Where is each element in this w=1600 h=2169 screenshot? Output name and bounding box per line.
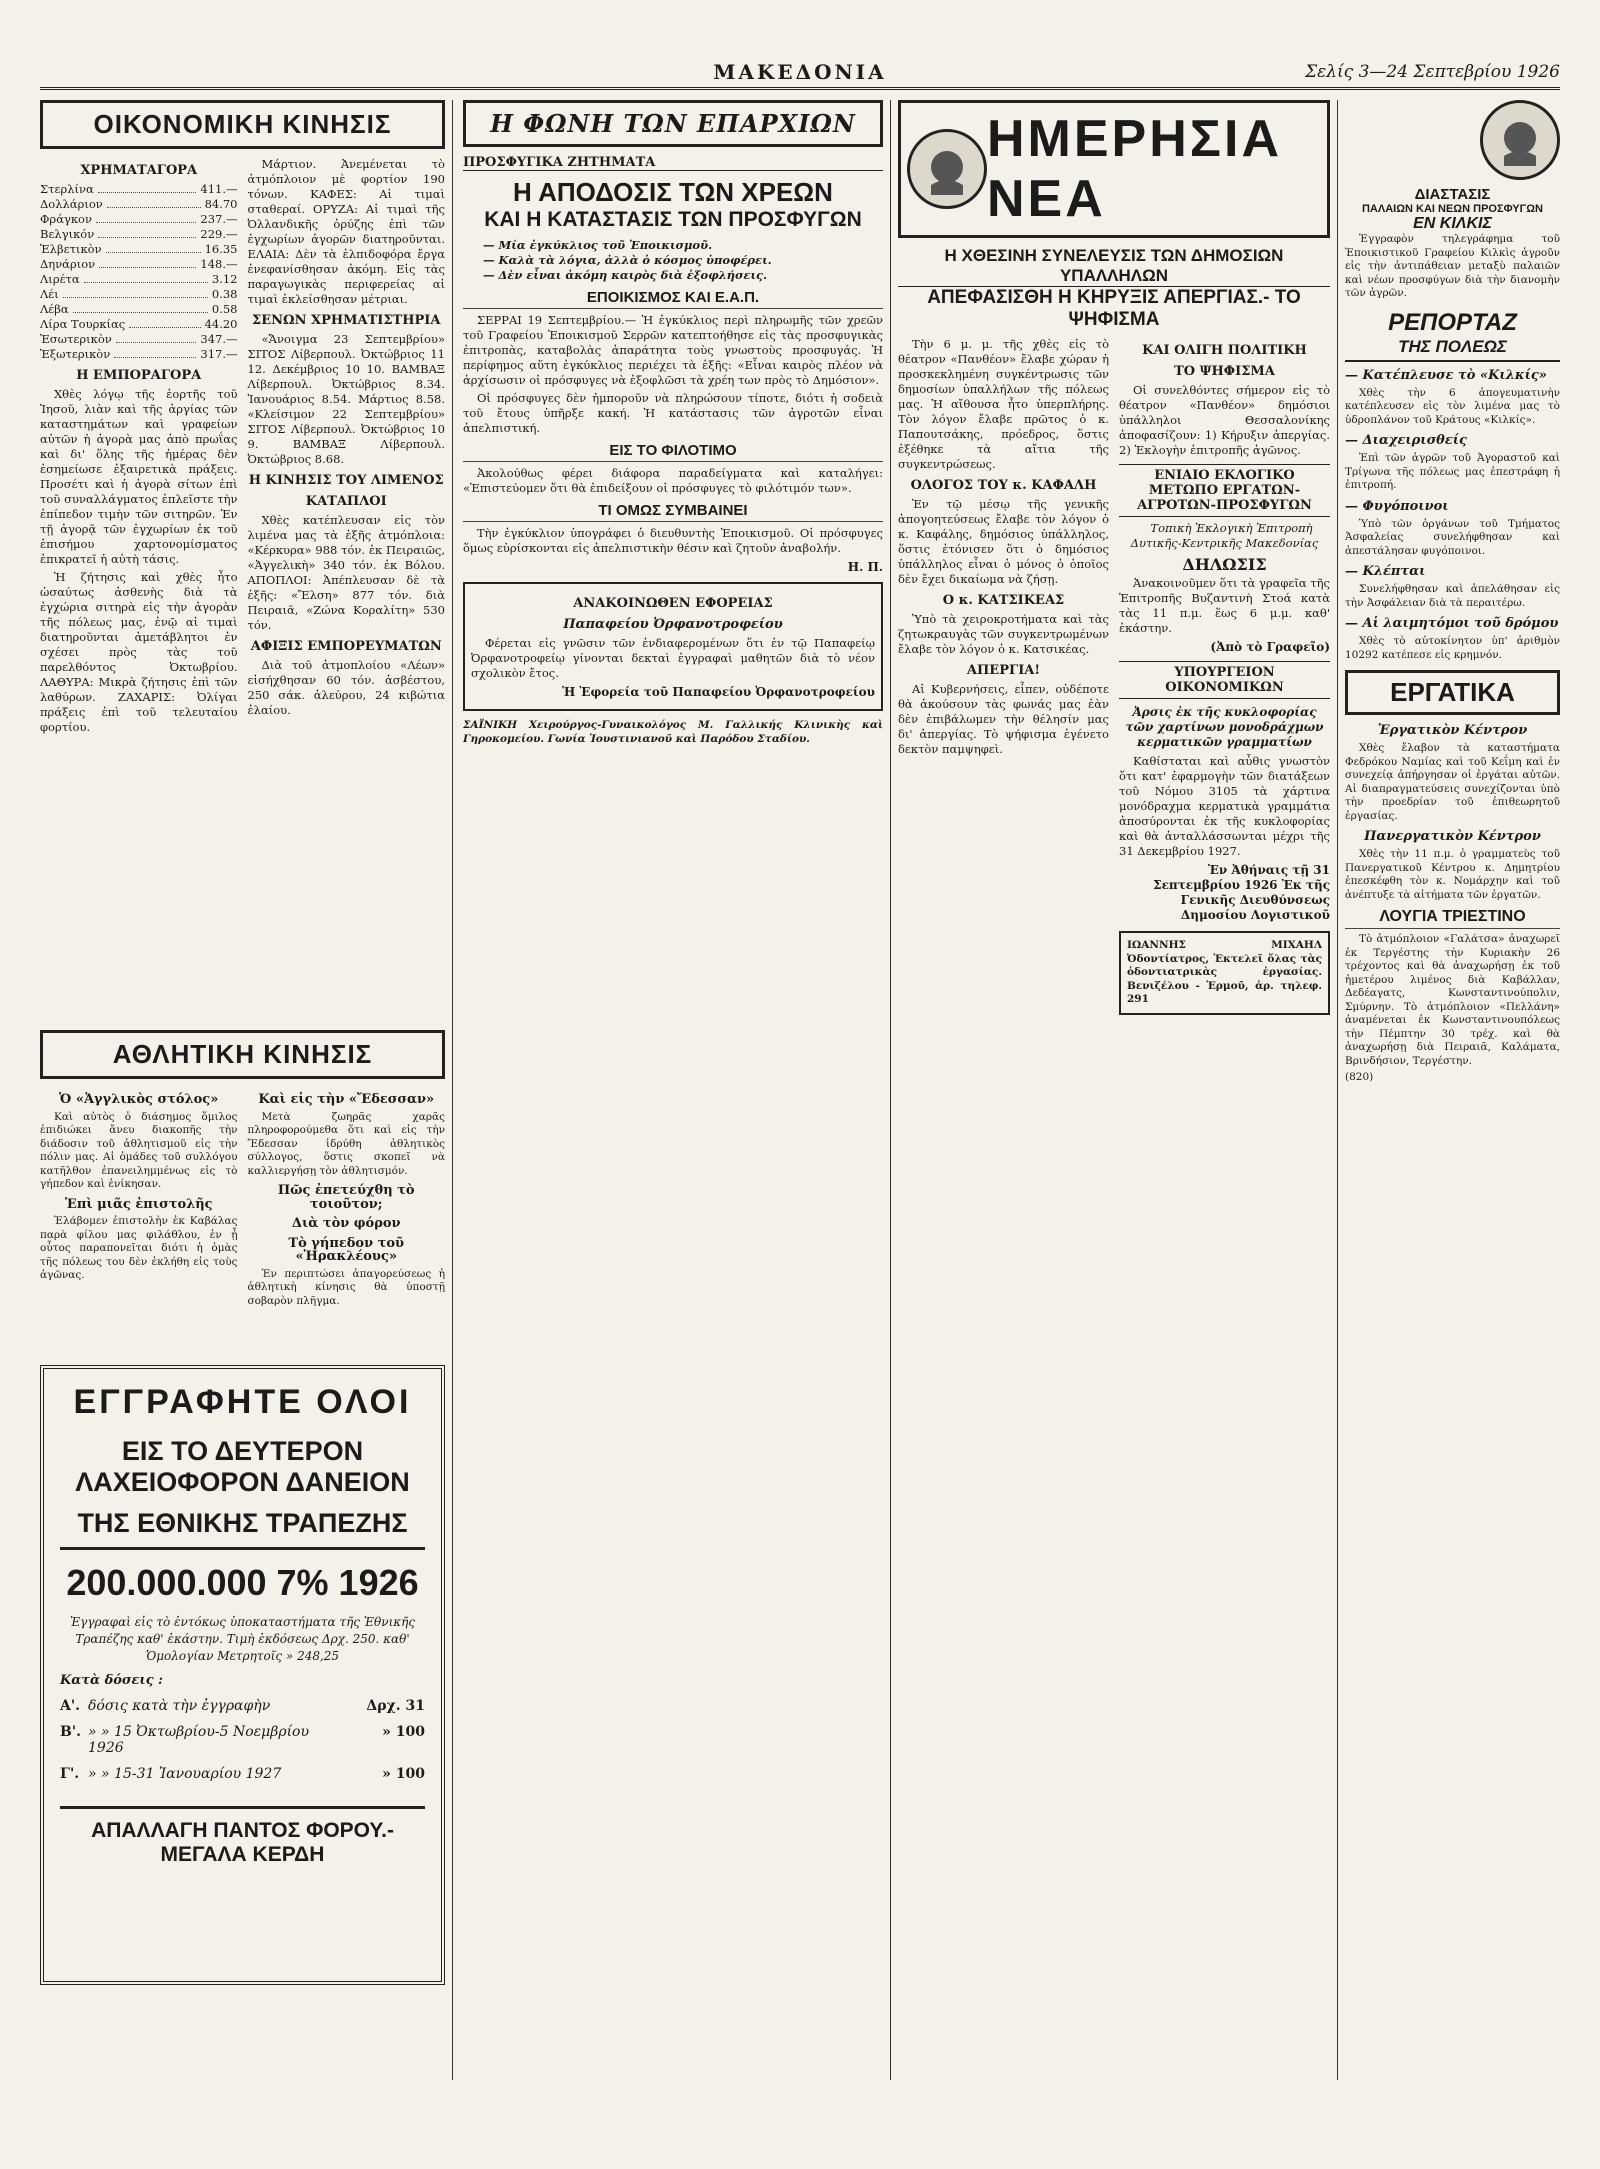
hermes-head-icon [1480,100,1560,180]
page-info: Σελίς 3—24 Σεπτεβρίου 1926 [1305,62,1560,82]
notice-signature: Ἡ Ἐφορεία τοῦ Παπαφείου Ὀρφανοτροφείου [562,685,875,699]
daily-sub-4: ΚΑΙ ΟΛΙΓΗ ΠΟΛΙΤΙΚΗ [1142,343,1307,358]
economy-section [40,100,445,1020]
daily-text-7: Ἀνακοινοῦμεν ὅτι τὰ γραφεῖα τῆς Ἐπιτροπῆς Βυζαντινὴ Στοά κατὰ τὰς 11 π.μ. ἕως 6 μ.μ. καθ' ἑκάστην. [1119,576,1330,635]
daily-text-6: Τοπικὴ Ἐκλογικὴ Ἐπιτροπὴ Δυτικῆς-Κεντρικῆς Μακεδονίας [1130,521,1319,550]
column-rule [890,100,891,2080]
ad-installments-label: Κατὰ δόσεις : [60,1673,163,1688]
daily-text-8: Καθίσταται καὶ αὖθις γνωστὸν ὅτι κατ' ἐφαρμογὴν τῶν διατάξεων τοῦ Νόμου 3105 τὰ χάρτινα μονόδραχμα κερματικὰ γραμμάτια ἀποσύρονται ἐκ τῆς κυκλοφορίας καὶ θὰ ἀνταλλάσσωνται μέχρι τῆς 31 Δεκεμβρίου 1927. [1119,754,1330,858]
ad-details: Ἐγγραφαὶ εἰς τὸ ἐντόκως ὑποκαταστήματα τῆς Ἐθνικῆς Τραπέζης καθ' ἑκάστην. Τιμὴ ἐκδόσεως Δρχ. 250. καθ' Ὁμολογίαν Μετρητοῖς » 248,25 [69,1615,416,1663]
daily-signature-2: Ἐν Ἀθήναις τῇ 31 Σεπτεμβρίου 1926 Ἐκ τῆς Γενικῆς Διευθύνσεως Δημοσίου Λογιστικοῦ [1153,863,1330,922]
athletics-text-4: Ἐν περιπτώσει ἀπαγορεύσεως ἡ ἀθλητικὴ κίνησις θὰ ὑποστῇ σοβαρὸν πλῆγμα. [247,1267,445,1307]
daily-signature-1: (Ἀπὸ τὸ Γραφεῖο) [1210,640,1330,654]
imports-title: ΑΦΙΞΙΣ ΕΜΠΟΡΕΥΜΑΤΩΝ [250,639,442,654]
doctor-notice: ΣΑΪΝΙΚΗ Χειρούργος-Γυναικολόγος Μ. Γαλλικής Κλινικὴς καὶ Γηροκομείου. Γωνία Ἰουστινιανοῦ καὶ Παρόδου Σταδίου. [463,719,883,745]
commodity-text: «Ἄνοιγμα 23 Σεπτεμβρίου» ΣΙΤΟΣ Λίβερπουλ. Ὀκτώβριος 11 12. Δεκέμβριος 10 10. ΒΑΜΒΑΞ Λίβερπουλ. Ὀκτώβριος 8.34. Ἰανουάριος 8.54. Μάρτιος 8.58. «Κλείσιμον 22 Σεπτεμβρίου» ΣΙΤΟΣ Λίβερπουλ. Ὀκτώβριος 10 9. ΒΑΜΒΑΞ Λίβερπουλ. Ὀκτώβριος 8.68. [247,332,445,466]
daily-sub-8b: Ἀρσις ἐκ τῆς κυκλοφορίας τῶν χαρτίνων μονοδράχμων κερματικῶν γραμματίων [1125,705,1324,749]
commerce-title: Η ΕΜΠΟΡΑΓΟΡΑ [76,368,202,383]
bullet-2: — Καλὰ τὰ λόγια, ἀλλὰ ὁ κόσμος ὑποφέρει. [483,253,772,267]
report-title: ΡΕΠΟΡΤΑΖ [1388,308,1517,336]
exchange-rates-list [40,182,238,362]
notice-title: ΑΝΑΚΟΙΝΩΘΕΝ ΕΦΟΡΕΙΑΣ [573,596,773,611]
daily-sub-8: ΥΠΟΥΡΓΕΙΟΝ ΟΙΚΟΝΟΜΙΚΩΝ [1119,661,1330,699]
ad-line-2: ΕΙΣ ΤΟ ΔΕΥΤΕΡΟΝ ΛΑΧΕΙΟΦΟΡΟΝ ΔΑΝΕΙΟΝ [75,1436,410,1497]
newspaper-name: ΜΑΚΕΔΟΝΙΑ [713,60,887,84]
report-item-title: — Φυγόποινοι [1345,498,1449,514]
right-heading-1c: ΕΝ ΚΙΛΚΙΣ [1413,215,1492,232]
signature-1: Η. Π. [847,560,883,574]
provinces-text-3: Ἀκολούθως φέρει διάφορα παραδείγματα καὶ καταλήγει: «Ἐπιστεύομεν ὅτι θὰ ἐπιδείξουν οἱ πρόσφυγες τὸ φιλότιμόν των». [463,466,883,495]
column-rule [1337,100,1338,2080]
bullet-3: — Δὲν εἶναι ἀκόμη καιρὸς διὰ ἐξοφλήσεις. [483,268,768,282]
athletics-title: ΑΘΛΗΤΙΚΗ ΚΙΝΗΣΙΣ [40,1030,445,1079]
labour-text-2: Χθὲς τὴν 11 π.μ. ὁ γραμματεὺς τοῦ Πανεργατικοῦ Κέντρου κ. Δημητρίου ἐπεσκέφθη τὸν κ. Νομάρχην καὶ τοῦ ἀνέπτυξε τὰ αἰτήματα τῶν ἐργατῶν. [1345,848,1560,901]
section-what-happens: ΤΙ ΟΜΩΣ ΣΥΜΒΑΙΝΕΙ [463,502,883,522]
exchange-rate-row: Λέι 0.38 [40,287,238,301]
provinces-text-1: ΣΕΡΡΑΙ 19 Σεπτεμβρίου.— Ἡ ἐγκύκλιος περὶ πληρωμῆς τῶν χρεῶν τοῦ Γραφείου Ἐποικισμοῦ Σερρῶν κατεπτοήθησε εἰς τὰς προσφυγικὰς ἐπιτροπὰς, καταβολὰς ἀπαράτητα τοὺς γνωστοὺς προσφυγάς. Ἡ περίφημος αὕτη ἐγκύκλιος περιέχει τὰ ἑξῆς: «Εἶναι καιρὸς πλέον νὰ ἀρχίσωσιν οἱ πρόσφυγες νὰ ἐξοφλῶσι τὰ χρέη των πρὸς τὸ Δημόσιον». [463,313,883,387]
daily-news-title: ΗΜΕΡΗΣΙΑ ΝΕΑ [987,110,1282,228]
exchange-rate-row: Λίρα Τουρκίας 44.20 [40,317,238,331]
ad-line-3: ΤΗΣ ΕΘΝΙΚΗΣ ΤΡΑΠΕΖΗΣ [60,1508,425,1550]
daily-headline-2: ΑΠΕΦΑΣΙΣΘΗ Η ΚΗΡΥΞΙΣ ΑΠΕΡΓΙΑΣ.- ΤΟ ΨΗΦΙΣΜΑ [927,287,1301,330]
right-column [1345,100,1560,2090]
report-item-text: Συνελήφθησαν καὶ ἀπελάθησαν εἰς τὴν Ἀσφάλειαν διὰ τὰ περαιτέρω. [1345,583,1560,609]
daily-sub-6: ΕΝΙΑΙΟ ΕΚΛΟΓΙΚΟ ΜΕΤΩΠΟ ΕΡΓΑΤΩΝ-ΑΓΡΟΤΩΝ-ΠΡΟΣΦΥΓΩΝ [1119,464,1330,517]
exchange-title: ΧΡΗΜΑΤΑΓΟΡΑ [80,163,198,178]
report-item-text: Ἐπὶ τῶν ἀγρῶν τοῦ Ἀγοραστοῦ καὶ Τρίγωνα τῆς πόλεως μας ἐπεστράφη ἡ ἐπιτροπή. [1345,452,1560,491]
exchange-rate-row: Λιρέτα 3.12 [40,272,238,286]
exchange-rate-row: Δηνάριον 148.— [40,257,238,271]
bullet-1: — Μία ἐγκύκλιος τοῦ Ἐποικισμοῦ. [483,238,713,252]
exchange-rate-row: Στερλίνα 411.— [40,182,238,196]
daily-news-section [898,100,1330,2090]
port-title: Η ΚΙΝΗΣΙΣ ΤΟΥ ΛΙΜΕΝΟΣ [248,473,444,488]
exchange-rate-row: Ἐξωτερικὸν 317.— [40,347,238,361]
market-text: Μάρτιον. Ἀνεμένεται τὸ ἀτμόπλοιον μὲ φορτίον 190 τόνων. ΚΑΦΕΣ: Αἱ τιμαὶ σταθεραί. ΟΡΥΖΑ: Αἱ τιμαὶ τῆς Ὀλλανδικῆς ὀρύζης ἐπὶ τῶν ἐγχωρίων ἀγορῶν διατηροῦνται. ΕΛΑΙΑ: Δὲν τὰ ἐλπιδοφόρα ἔργα ἐνεφανίσθησαν ἀκόμη. Εἰς τὰς παραγωγικὰς περιφερείας αἱ τιμαὶ ἐκλείσθησαν μέτριαι. [247,157,445,306]
right-heading-1: ΔΙΑΣΤΑΣΙΣ [1414,186,1491,203]
port-text: Χθὲς κατέπλευσαν εἰς τὸν λιμένα μας τὰ ἑξῆς ἀτμόπλοια: «Κέρκυρα» 988 τόν. ἐκ Πειραιῶς, «Ἀγγελικὴ» 340 τόν. ἐκ Βόλου. ΑΠΟΠΛΟΙ: Ἀπέπλευσαν δὲ τὰ ἑξῆς: «Ἔλση» 877 τόν. διὰ Πειραιᾶ, «Ζώνα Κοραλίτη» 530 τόν. [247,513,445,632]
exchange-rate-row: Λέβα 0.58 [40,302,238,316]
ad-amount: 200.000.000 7% 1926 [66,1562,419,1603]
ad-installment-row: Γ'. » » 15-31 Ἰανουαρίου 1927 » 100 [60,1766,425,1782]
labour-sub-2: Πανεργατικὸν Κέντρον [1364,829,1541,844]
provinces-text-4: Τὴν ἐγκύκλιον ὑπογράφει ὁ διευθυντὴς Ἐποικισμοῦ. Οἱ πρόσφυγες ὅμως εὑρίσκονται εἰς ἀπελπιστικὴν θέσιν καὶ ζητοῦν ἀναβολήν. [463,526,883,555]
hermes-head-icon [907,129,987,209]
report-item [1345,564,1560,610]
labour-text-1: Χθὲς ἔλαβον τὰ καταστήματα Φεδρόκου Ναμίας καὶ τοῦ Κεΐμη καὶ ἐν συνεχείᾳ ἀπήργησαν οἱ ἐργάται αὐτῶν. Αἱ διαπραγματεύσεις συνεχίζονται ὑπὸ τὴν προεδρίαν τοῦ ἐπιθεωρητοῦ ἐργασίας. [1345,742,1560,822]
exchange-rate-row: Βελγικόν 229.— [40,227,238,241]
daily-text-5: Οἱ συνελθόντες σήμερον εἰς τὸ θέατρον «Πανθέον» δημόσιοι ὑπάλληλοι Θεσσαλονίκης ἀποφασίζουν: 1) Κήρυξιν ἀπεργίας. 2) Ἐκλογὴν ἐπιτροπῆς ἀγῶνος. [1119,383,1330,457]
report-item-text: Ὑπὸ τῶν ὀργάνων τοῦ Τμήματος Ἀσφαλείας συνελήφθησαν καὶ ἀπεστάλησαν φυγόποινοι. [1345,517,1560,557]
section-honour: ΕΙΣ ΤΟ ΦΙΛΟΤΙΜΟ [463,442,883,462]
exchange-rate-row: Ἑλβετικὸν 16.35 [40,242,238,256]
labour-sub-1: Ἐργατικὸν Κέντρον [1377,723,1528,738]
imports-text: Διὰ τοῦ ἀτμοπλοίου «Λέων» εἰσήχθησαν 60 τόν. ἀσβέστου, 250 σάκ. ἀλεύρου, 24 κιβώτια ἐλαίου. [247,658,445,717]
provinces-text-2: Οἱ πρόσφυγες δὲν ἠμποροῦν νὰ πληρώσουν τίποτε, διότι ἡ σοδειὰ τοῦ ἔτους ὑπῆρξε κακή. Ἡ κατάστασις τῶν ἀγροτῶν εἶναι ἀπελπιστική. [463,391,883,435]
masthead [40,60,1560,90]
right-text-1: Ἐγγραφὸν τηλεγράφημα τοῦ Ἐποικιστικοῦ Γραφείου Κιλκὶς ἀγροῦν εἰς τὴν ἀντιπάθειαν μεταξὺ παλαιῶν καὶ νέων προσφύγων διὰ τὴν διανομὴν τῶν ἀγρῶν. [1345,233,1560,299]
section-settlement: ΕΠΟΙΚΙΣΜΟΣ ΚΑΙ Ε.Α.Π. [463,289,883,309]
ad-line-1: ΕΓΓΡΑΦΗΤΕ ΟΛΟΙ [73,1383,412,1421]
daily-text-1: Τὴν 6 μ. μ. τῆς χθὲς εἰς τὸ θέατρον «Πανθέον» ἔλαβε χώραν ἡ προσκεκλημένη συγκέντρωσις τῶν δημοσίων ὑπαλλήλων τῆς πόλεως μας. Ἡ αἴθουσα ἦτο ὑπερπλήρης. Τὸν λόγον ἔλαβε πρῶτος ὁ κ. Παπουτσάκης, πρόεδρος, ὅστις ἐξέθηκε τὰ αἴτια τῆς συγκεντρώσεως. [898,337,1109,471]
bank-loan-advertisement [40,1365,445,1985]
report-item-title: — Κλέπται [1345,564,1426,579]
lloyd-title: ΛΟΥΓΙΑ ΤΡΙΕΣΤΙΝΟ [1345,908,1560,929]
commodity-title: ΣΕΝΩΝ ΧΡΗΜΑΤΙΣΤΗΡΙΑ [252,313,441,328]
athletics-heading-4: Πῶς ἐπετεύχθη τὸ τοιοῦτον; [277,1183,415,1212]
report-item-text: Χθὲς τὸ αὐτοκίνητον ὑπ' ἀριθμὸν 10292 κατέπεσε εἰς κρημνόν. [1345,635,1560,661]
provinces-subtitle: ΠΡΟΣΦΥΓΙΚΑ ΖΗΤΗΜΑΤΑ [463,155,883,171]
daily-sub-3: ΑΠΕΡΓΙΑ! [966,663,1041,678]
report-item [1345,368,1560,428]
report-item-title: — Κατέπλευσε τὸ «Κιλκίς» [1345,367,1547,383]
ad-tagline: ΑΠΑΛΛΑΓΗ ΠΑΝΤΟΣ ΦΟΡΟΥ.- ΜΕΓΑΛΑ ΚΕΡΔΗ [60,1806,425,1867]
athletics-heading-1: Ὁ «Ἀγγλικὸς στόλος» [59,1092,219,1107]
provinces-title: Η ΦΩΝΗ ΤΩΝ ΕΠΑΡΧΙΩΝ [463,100,883,147]
right-heading-1b: ΠΑΛΑΙΩΝ ΚΑΙ ΝΕΩΝ ΠΡΟΣΦΥΓΩΝ [1361,203,1544,215]
daily-headline-1: Η ΧΘΕΣΙΝΗ ΣΥΝΕΛΕΥΣΙΣ ΤΩΝ ΔΗΜΟΣΙΩΝ ΥΠΑΛΛΗΛΩΝ [898,246,1330,287]
daily-sub-1: ΟΛΟΓΟΣ ΤΟΥ κ. ΚΑΦΑΛΗ [910,478,1097,493]
report-item-text: Χθὲς τὴν 6 ἀπογευματινὴν κατέπλευσεν εἰς τὸν λιμένα μας τὸ ὑδροπλάνον τοῦ Κράτους «Κιλκίς». [1345,386,1560,426]
athletics-heading-2: Ἐπὶ μιᾶς ἐπιστολῆς [64,1196,213,1212]
lloyd-text: Τὸ ἀτμόπλοιον «Γαλάτσα» ἀναχωρεῖ ἐκ Τεργέστης τὴν Κυριακὴν 26 τρέχοντος καὶ θὰ ἀναχωρήσῃ ἐκ τοῦ ἡμετέρου λιμένος διὰ Καβάλλαν, Δεδέαγατς, Κωνσταντινούπολιν, Σμύρνην. Τὸ ἀτμόπλοιον «Πελλάνη» ἀναμένεται ἐκ Κωνσταντινουπόλεως τὴν Πέμπτην 30 τρέχ. καὶ θὰ ἀναχωρήσῃ διὰ Πειραιᾶ, Καλάματα, Βρινδήσιον, Τεργέστην. [1345,933,1560,1067]
daily-news-header [898,100,1330,238]
ad-installment-row: Α'. δόσις κατὰ τὴν ἐγγραφὴν Δρχ. 31 [60,1698,425,1714]
economy-title: ΟΙΚΟΝΟΜΙΚΗ ΚΙΝΗΣΙΣ [40,100,445,149]
commerce-text-2: Ἡ ζήτησις καὶ χθὲς ἦτο ὡσαύτως ἀσθενὴς διὰ τὰ ἐγχώρια σιτηρὰ εἰς τὴν ἀγορὰν τῆς πόλεως μας, ἐνῷ αἱ τιμαὶ διατηροῦνται ἀμετάβλητοι ἐν σχέσει πρὸς τὰς τοῦ παρελθόντος Ὀκτωβρίου. ΛΑΘΥΡΑ: Μικρὰ ζήτησις ἐπὶ τῶν λαθύρων. ΖΑΧΑΡΙΣ: Ὀλίγαι πράξεις ἐπὶ τοῦ τελευταίου φορτίου. [40,570,238,734]
report-subtitle: ΤΗΣ ΠΟΛΕΩΣ [1345,337,1560,362]
commerce-text: Χθὲς λόγῳ τῆς ἑορτῆς τοῦ Ἰησοῦ, λιὰν καὶ τῆς ἀργίας τῶν καταστημάτων καὶ γραφείων αὐτῶν ἡ ἀγορὰ μας ἀπὸ πρωΐας καὶ δι' ὅλης τῆς ἡμέρας δὲν ἐσημείωσε ἐξαιρετικὰ πράξεις. Προσέτι καὶ ἡ ἀγορὰ σίτων ἐπὶ τοῦ συναλλάγματος ἐπλεῖστε τὴν ἐπίπεδον τιμὴν τῶν σιτηρῶν. Ἐν τῇ ἀγορᾷ τῶν ἐγχωρίων ἐκ τοῦ ἐπισήμου χαρτονομίσματος ἐπικρατεῖ ἡ αὐτὴ τάσις. [40,387,238,566]
athletics-text-2: Ἐλάβομεν ἐπιστολὴν ἐκ Καβάλας παρὰ φίλου μας φιλάθλου, ἐν ᾗ οὗτος παραπονεῖται διότι ἡ ὁμὰς τῆς πόλεως του δὲν ἐκλήθη εἰς τοὺς ἀγῶνας. [40,1215,238,1281]
daily-sub-2: Ο κ. ΚΑΤΣΙΚΕΑΣ [942,593,1065,608]
notice-text: Φέρεται εἰς γνῶσιν τῶν ἐνδιαφερομένων ὅτι ἐν τῷ Παπαφείῳ Ὀρφανοτροφείῳ γίνονται δεκταὶ ἐγγραφαὶ μαθητῶν διὰ τὸ νέον σχολικὸν ἔτος. [471,636,875,680]
daily-sub-5: ΤΟ ΨΗΦΙΣΜΑ [1174,364,1275,379]
notice-subtitle: Παπαφείου Ὀρφανοτροφείου [563,617,783,632]
ad-installment-row: Β'. » » 15 Ὀκτωβρίου-5 Νοεμβρίου 1926 » 100 [60,1724,425,1756]
dentist-notice: ΙΩΑΝΝΗΣ ΜΙΧΑΗΛ Ὀδοντίατρος, Ἐκτελεῖ ὅλας τὰς ὀδοντιατρικὰς ἐργασίας. Βενιζέλου - Ἑρμοῦ, ἀρ. τηλεφ. 291 [1119,931,1330,1015]
headline-1: Η ΑΠΟΔΟΣΙΣ ΤΩΝ ΧΡΕΩΝ [513,177,833,207]
athletics-heading-5: Διὰ τὸν φόρον [291,1216,401,1231]
report-item-title: — Διαχειρισθείς [1345,433,1467,448]
lloyd-ref: (820) [1345,1071,1374,1083]
athletics-heading-3: Καὶ εἰς τὴν «Ἔδεσσαν» [258,1092,435,1107]
report-item-title: — Αἱ λαιμητόμοι τοῦ δρόμου [1345,616,1559,631]
daily-text-2: Ἐν τῷ μέσῳ τῆς γενικῆς ἀπογοητεύσεως ἔλαβε τὸν λόγον ὁ κ. Καφάλης, δημόσιος ὑπάλληλος, ὅστις ἐτόνισεν ὅτι ὁ δημόσιος ὑπάλληλος εἶναι ὁ μόνος ὁ ὁποῖος δὲν ἔχει δικαίωμα νὰ ζήσῃ. [898,497,1109,586]
provinces-section [463,100,883,2090]
exchange-rate-row: Φράγκον 237.— [40,212,238,226]
athletics-heading-6: Τὸ γήπεδον τοῦ «Ἡρακλέους» [288,1235,405,1264]
report-item [1345,499,1560,559]
exchange-rate-row: Δολλάριον 84.70 [40,197,238,211]
port-subtitle: ΚΑΤΑΠΛΟΙ [305,494,387,509]
headline-2: ΚΑΙ Η ΚΑΤΑΣΤΑΣΙΣ ΤΩΝ ΠΡΟΣΦΥΓΩΝ [484,208,862,231]
orphanage-notice [463,582,883,711]
report-item [1345,433,1560,493]
athletics-text-3: Μετὰ ζωηρᾶς χαρᾶς πληροφορούμεθα ὅτι καὶ εἰς τὴν Ἔδεσσαν ἱδρύθη ἀθλητικὸς σύλλογος, ὅστις σκοπεῖ νὰ καλλιεργήσῃ τὸν ἀθλητισμόν. [247,1110,445,1177]
daily-sub-7: ΔΗΛΩΣΙΣ [1182,555,1267,574]
column-rule [452,100,453,2080]
athletics-text-1: Καὶ αὐτὸς ὁ διάσημος ὅμιλος ἐπιδιώκει ἄνευ διακοπῆς τὴν διάδοσιν τοῦ ἀθλητισμοῦ εἰς τὴν πόλιν μας. Αἱ ὁμάδες τοῦ συλλόγου κατῆλθον ἐπανειλημμένως εἰς τὸ γήπεδον καὶ ἐνίκησαν. [40,1110,238,1190]
daily-text-4: Αἱ Κυβερνήσεις, εἶπεν, οὐδέποτε θὰ ἀκούσουν τὰς φωνάς μας ἐὰν δὲν ἐπιβάλωμεν τὴν θέλησίν μας δι' ἀπεργίας. Τὸ ψήφισμα ἐγένετο δεκτὸν παμψηφεὶ. [898,682,1109,756]
daily-text-3: Ὑπὸ τὰ χειροκροτήματα καὶ τὰς ζητωκραυγὰς τῶν συγκεντρωμένων ἔλαβε τὸν λόγον ὁ κ. Κατσικέας. [898,612,1109,656]
labour-title: ΕΡΓΑΤΙΚΑ [1345,670,1560,715]
athletics-section [40,1030,445,1355]
report-items [1345,368,1560,663]
exchange-rate-row: Ἐσωτερικὸν 347.— [40,332,238,346]
report-item [1345,616,1560,662]
